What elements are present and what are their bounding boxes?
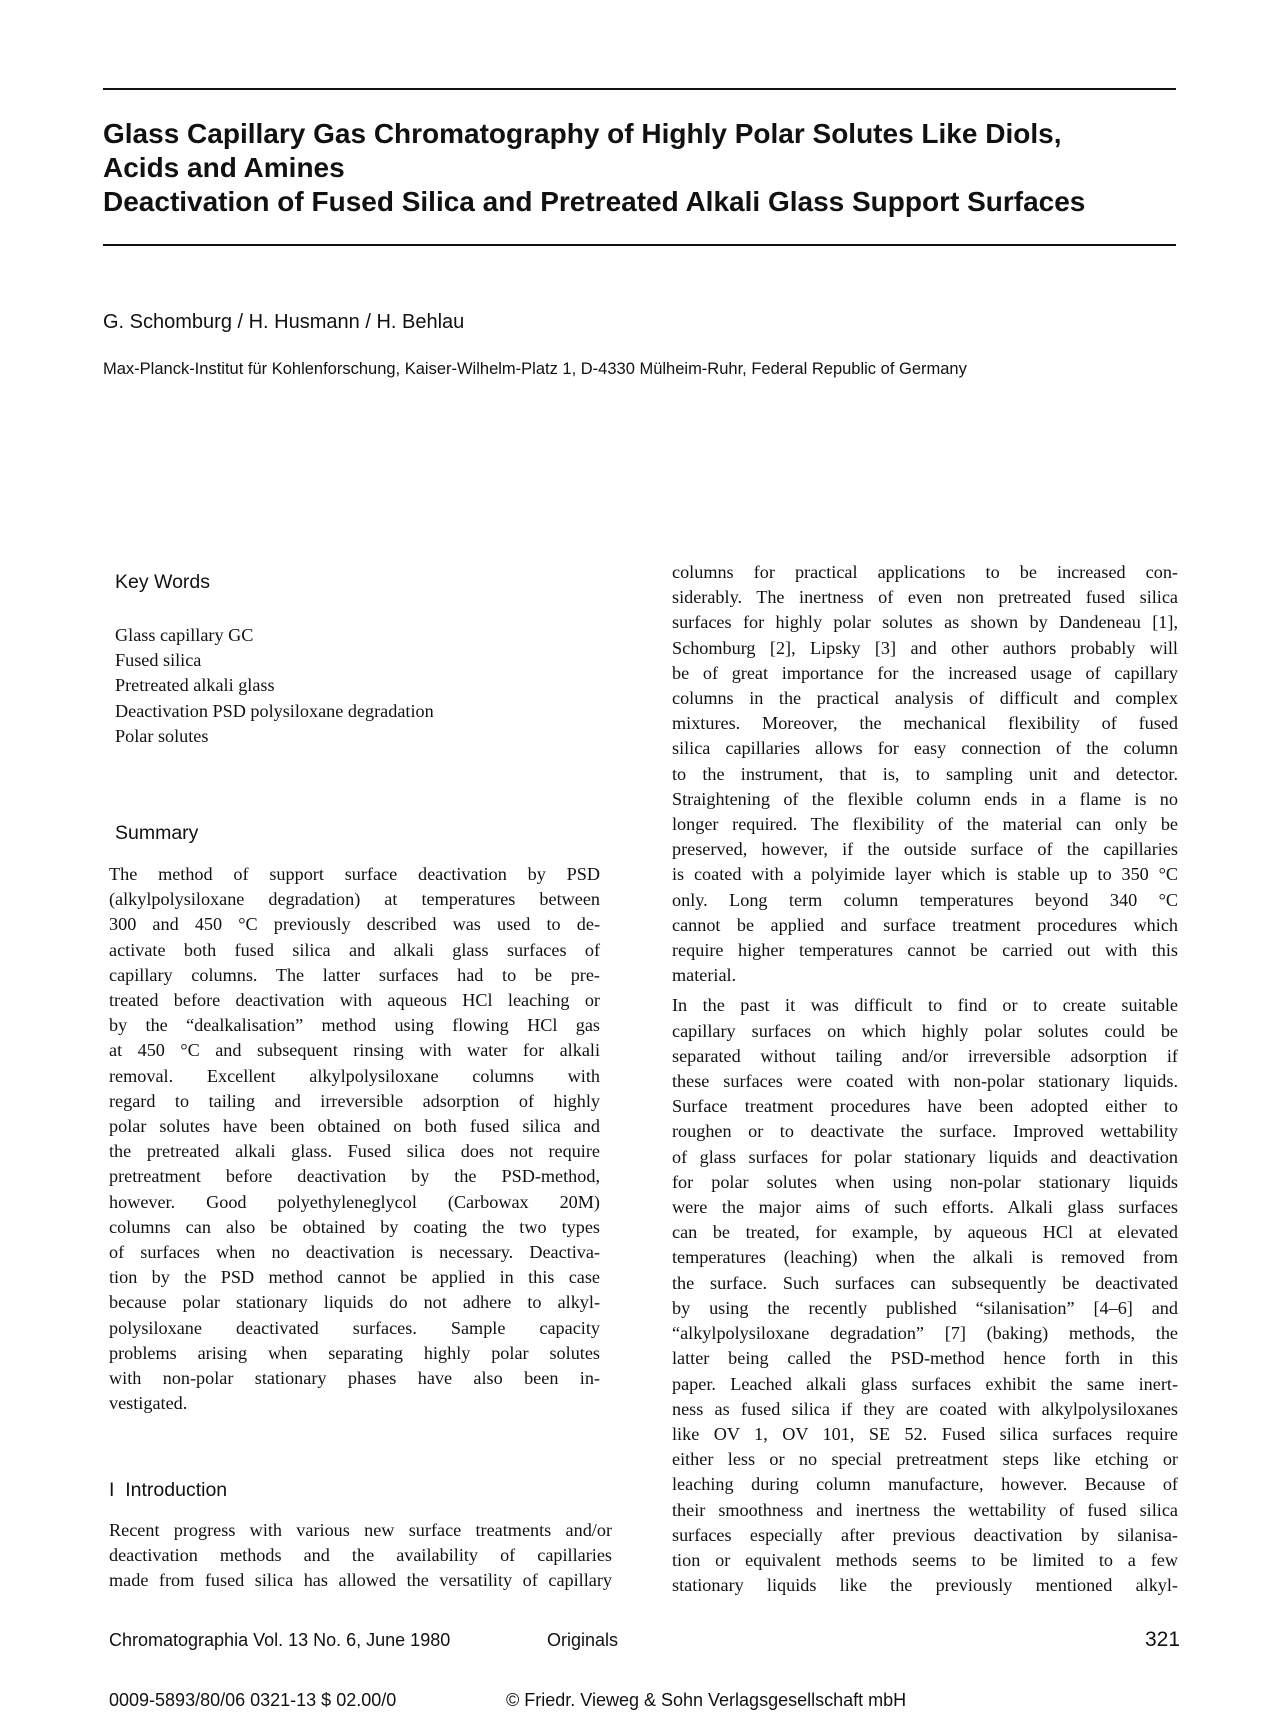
keyword-item: Fused silica: [115, 650, 202, 671]
section-label: Originals: [547, 1630, 619, 1650]
top-rule: [103, 88, 1176, 90]
body-line: be of great importance for the increased usage of capillary: [672, 662, 1178, 683]
summary-body: [109, 862, 600, 1416]
journal-citation: Chromatographia Vol. 13 No. 6, June 1980: [109, 1630, 451, 1650]
summary-line: columns can also be obtained by coating the two types: [109, 1216, 600, 1237]
keywords-heading: Key Words: [115, 571, 211, 593]
summary-line: (alkylpolysiloxane degradation) at temperatures between: [109, 889, 600, 910]
summary-line: activate both fused silica and alkali glass surfaces of: [109, 939, 600, 960]
summary-line: problems arising when separating highly polar solutes: [109, 1342, 600, 1363]
keywords-list: [115, 623, 434, 749]
body-line: surfaces for highly polar solutes as shown by Dandeneau [1],: [672, 612, 1178, 633]
body-line: for polar solutes when using non-polar stationary liquids: [672, 1171, 1178, 1192]
body-line: mixtures. Moreover, the mechanical flexibility of fused: [672, 713, 1178, 734]
summary-line: polar solutes have been obtained on both fused silica and: [109, 1116, 600, 1137]
title-line-2: Acids and Amines: [103, 152, 345, 183]
title-line-1: Glass Capillary Gas Chromatography of Highly Polar Solutes Like Diols,: [103, 118, 1062, 149]
introduction-line: made from fused silica has allowed the versatility of capillary: [109, 1570, 612, 1591]
body-line: “alkylpolysiloxane degradation” [7] (baking) methods, the: [672, 1323, 1178, 1344]
body-line: latter being called the PSD-method hence forth in this: [672, 1348, 1178, 1369]
body-line: these surfaces were coated with non-polar stationary liquids.: [672, 1071, 1178, 1092]
authors: G. Schomburg / H. Husmann / H. Behlau: [103, 311, 465, 333]
body-line: leaching during column manufacture, however. Because of: [672, 1474, 1178, 1495]
keyword-item: Pretreated alkali glass: [115, 675, 275, 696]
title-bottom-rule: [103, 244, 1176, 246]
summary-line: polysiloxane deactivated surfaces. Sample capacity: [109, 1317, 600, 1338]
body-line: In the past it was difficult to find or to create suitable: [672, 995, 1178, 1016]
body-line: longer required. The flexibility of the material can only be: [672, 814, 1178, 835]
summary-line: because polar stationary liquids do not adhere to alkyl-: [109, 1292, 600, 1313]
summary-heading: Summary: [115, 822, 199, 844]
summary-line: at 450 °C and subsequent rinsing with water for alkali: [109, 1040, 600, 1061]
right-paragraph-2: [672, 993, 1178, 1598]
summary-line: of surfaces when no deactivation is necessary. Deactiva-: [109, 1242, 600, 1263]
body-line: separated without tailing and/or irreversible adsorption if: [672, 1045, 1178, 1066]
body-line: only. Long term column temperatures beyond 340 °C: [672, 889, 1178, 910]
right-column-body: [672, 560, 1178, 1598]
body-line: ness as fused silica if they are coated with alkylpolysiloxanes: [672, 1398, 1178, 1419]
body-line: stationary liquids like the previously mentioned alkyl-: [672, 1575, 1178, 1596]
body-line: roughen or to deactivate the surface. Improved wettability: [672, 1121, 1178, 1142]
body-line: is coated with a polyimide layer which is stable up to 350 °C: [672, 864, 1178, 885]
subtitle: Deactivation of Fused Silica and Pretreated Alkali Glass Support Surfaces: [103, 186, 1086, 217]
body-line: silica capillaries allows for easy connection of the column: [672, 738, 1178, 759]
summary-line: however. Good polyethyleneglycol (Carbowax 20M): [109, 1191, 600, 1212]
summary-line: regard to tailing and irreversible adsorption of highly: [109, 1090, 600, 1111]
summary-line: with non-polar stationary phases have also been in-: [109, 1368, 600, 1389]
body-line: columns in the practical analysis of difficult and complex: [672, 688, 1178, 709]
body-line: their smoothness and inertness the wettability of fused silica: [672, 1499, 1178, 1520]
keyword-item: Glass capillary GC: [115, 625, 254, 645]
body-line: preserved, however, if the outside surface of the capillaries: [672, 839, 1178, 860]
keyword-item: Polar solutes: [115, 725, 209, 746]
introduction-line: Recent progress with various new surface treatments and/or: [109, 1520, 612, 1540]
summary-line: tion by the PSD method cannot be applied in this case: [109, 1267, 600, 1288]
price-code: 0009-5893/80/06 0321-13 $ 02.00/0: [109, 1690, 397, 1710]
body-line: of glass surfaces for polar stationary liquids and deactivation: [672, 1146, 1178, 1167]
body-line: either less or no special pretreatment steps like etching or: [672, 1449, 1178, 1470]
body-line: Straightening of the flexible column ends in a flame is no: [672, 788, 1178, 809]
introduction-line: deactivation methods and the availability of capillaries: [109, 1545, 612, 1566]
summary-line: treated before deactivation with aqueous HCl leaching or: [109, 990, 600, 1011]
affiliation: Max-Planck-Institut für Kohlenforschung, Kaiser-Wilhelm-Platz 1, D-4330 Mülheim-Ruhr, Federal Republic of Germany: [103, 360, 967, 378]
keyword-item: Deactivation PSD polysiloxane degradation: [115, 700, 434, 721]
introduction-heading: I Introduction: [109, 1479, 228, 1501]
body-line: tion or equivalent methods seems to be limited to a few: [672, 1549, 1178, 1570]
introduction-body: [109, 1518, 612, 1594]
body-line: can be treated, for example, by aqueous HCl at elevated: [672, 1222, 1178, 1243]
body-line: require higher temperatures cannot be carried out with this: [672, 940, 1178, 961]
summary-line: vestigated.: [109, 1393, 188, 1414]
body-line: Schomburg [2], Lipsky [3] and other authors probably will: [672, 637, 1178, 658]
body-line: were the major aims of such efforts. Alkali glass surfaces: [672, 1197, 1178, 1218]
summary-line: pretreatment before deactivation by the PSD-method,: [109, 1166, 600, 1187]
summary-line: 300 and 450 °C previously described was used to de-: [109, 914, 600, 935]
right-paragraph-1: [672, 560, 1178, 988]
summary-line: the pretreated alkali glass. Fused silica does not require: [109, 1141, 600, 1162]
body-line: Surface treatment procedures have been adopted either to: [672, 1096, 1178, 1117]
body-line: surfaces especially after previous deactivation by silanisa-: [672, 1524, 1178, 1545]
body-line: columns for practical applications to be increased con-: [672, 562, 1178, 582]
paper-title: [103, 117, 1183, 219]
summary-line: by the “dealkalisation” method using flowing HCl gas: [109, 1015, 600, 1036]
body-line: paper. Leached alkali glass surfaces exhibit the same inert-: [672, 1373, 1178, 1394]
body-line: like OV 1, OV 101, SE 52. Fused silica surfaces require: [672, 1423, 1178, 1444]
body-line: by using the recently published “silanisation” [4–6] and: [672, 1297, 1178, 1318]
summary-line: The method of support surface deactivation by PSD: [109, 864, 600, 884]
page-number: 321: [1145, 1628, 1181, 1651]
summary-line: removal. Excellent alkylpolysiloxane columns with: [109, 1065, 600, 1086]
body-line: siderably. The inertness of even non pretreated fused silica: [672, 587, 1178, 608]
body-line: cannot be applied and surface treatment procedures which: [672, 914, 1178, 935]
body-line: capillary surfaces on which highly polar solutes could be: [672, 1020, 1178, 1041]
copyright: © Friedr. Vieweg & Sohn Verlagsgesellschaft mbH: [506, 1690, 907, 1710]
body-line: temperatures (leaching) when the alkali is removed from: [672, 1247, 1178, 1268]
body-line: the surface. Such surfaces can subsequently be deactivated: [672, 1272, 1178, 1293]
body-line: to the instrument, that is, to sampling unit and detector.: [672, 763, 1178, 784]
summary-line: capillary columns. The latter surfaces had to be pre-: [109, 964, 600, 985]
body-line: material.: [672, 965, 737, 986]
